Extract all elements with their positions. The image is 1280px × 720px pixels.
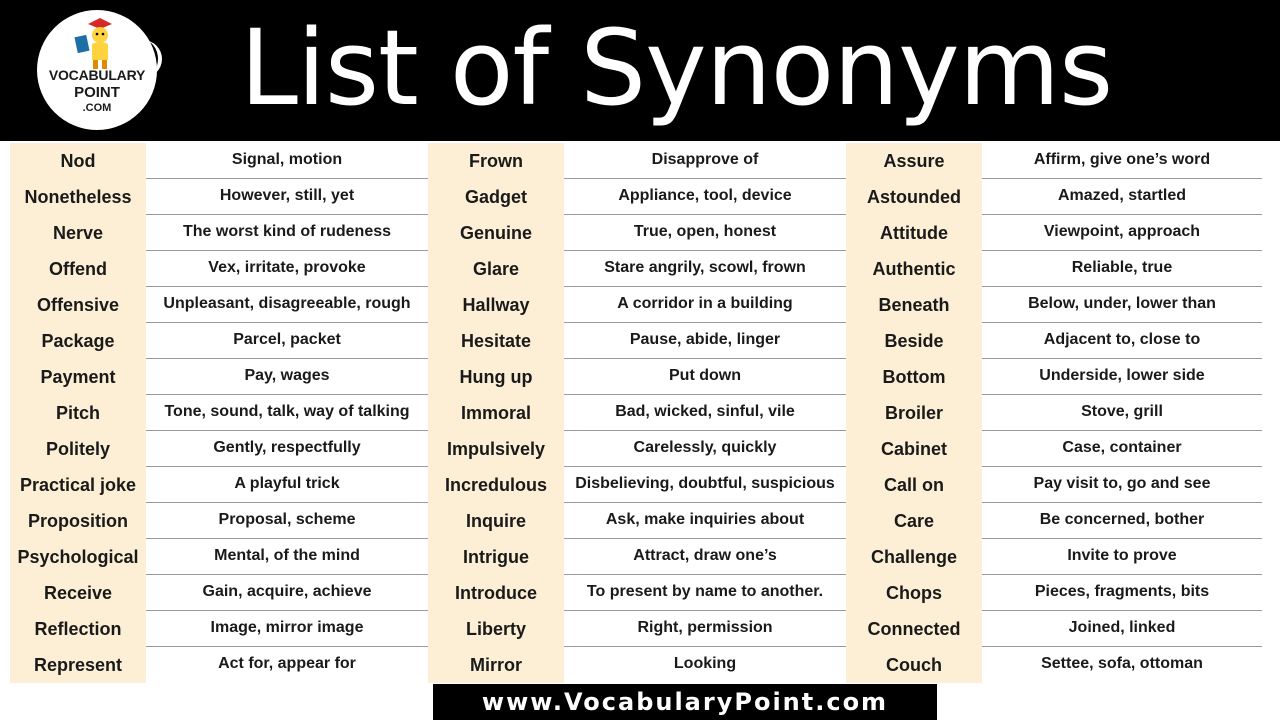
synonyms-cell: Pay, wages — [244, 367, 330, 384]
synonyms-cell: Adjacent to, close to — [1043, 331, 1201, 348]
word-cell: Astounded — [846, 179, 982, 215]
synonyms-cell: Reliable, true — [1071, 259, 1173, 276]
table-row — [10, 575, 428, 611]
synonyms-cell: Act for, appear for — [218, 655, 356, 672]
synonyms-cell: True, open, honest — [633, 223, 777, 240]
word-cell: Assure — [846, 143, 982, 179]
table-row — [428, 395, 846, 431]
table-row — [428, 287, 846, 323]
table-row — [846, 359, 1262, 395]
table-row — [10, 359, 428, 395]
synonyms-cell: Stare angrily, scowl, frown — [604, 259, 806, 276]
table-column-2 — [428, 143, 846, 683]
synonyms-cell: To present by name to another. — [586, 583, 824, 600]
page-title: List of Synonyms — [240, 7, 1113, 129]
synonyms-cell: Signal, motion — [231, 151, 343, 168]
site-logo[interactable] — [37, 10, 157, 130]
table-row — [428, 215, 846, 251]
word-cell: Receive — [10, 575, 146, 611]
table-row — [846, 323, 1262, 359]
synonyms-cell: Pause, abide, linger — [629, 331, 781, 348]
synonyms-table — [10, 143, 1262, 684]
word-cell: Gadget — [428, 179, 564, 215]
table-row — [846, 575, 1262, 611]
table-row — [10, 467, 428, 503]
synonyms-cell: Right, permission — [637, 619, 773, 636]
synonyms-cell: Bad, wicked, sinful, vile — [615, 403, 795, 420]
word-cell: Immoral — [428, 395, 564, 431]
table-row — [846, 143, 1262, 179]
synonyms-cell: Below, under, lower than — [1028, 295, 1216, 312]
synonyms-cell: Unpleasant, disagreeable, rough — [163, 295, 411, 312]
word-cell: Connected — [846, 611, 982, 647]
word-cell: Practical joke — [10, 467, 146, 503]
word-cell: Nonetheless — [10, 179, 146, 215]
synonyms-cell: Joined, linked — [1068, 619, 1176, 636]
table-row — [10, 215, 428, 251]
word-cell: Chops — [846, 575, 982, 611]
word-cell: Beneath — [846, 287, 982, 323]
word-cell: Authentic — [846, 251, 982, 287]
table-row — [10, 251, 428, 287]
student-book-mascot-icon — [74, 16, 120, 72]
word-cell: Hung up — [428, 359, 564, 395]
synonyms-cell: Underside, lower side — [1039, 367, 1205, 384]
synonyms-cell: Put down — [669, 367, 741, 384]
synonyms-cell: Case, container — [1062, 439, 1182, 456]
table-row — [428, 143, 846, 179]
logo-text-dotcom: .COM — [82, 102, 112, 114]
table-row — [846, 647, 1262, 683]
word-cell: Bottom — [846, 359, 982, 395]
synonyms-cell: A playful trick — [234, 475, 340, 492]
table-row — [428, 359, 846, 395]
synonyms-cell: Disapprove of — [651, 151, 759, 168]
synonyms-cell: Tone, sound, talk, way of talking — [164, 403, 410, 420]
word-cell: Offend — [10, 251, 146, 287]
table-row — [428, 503, 846, 539]
table-row — [428, 431, 846, 467]
word-cell: Package — [10, 323, 146, 359]
synonyms-cell: Attract, draw one’s — [633, 547, 777, 564]
table-row — [10, 611, 428, 647]
synonyms-cell: Gain, acquire, achieve — [202, 583, 372, 600]
table-row — [846, 179, 1262, 215]
table-row — [428, 323, 846, 359]
word-cell: Challenge — [846, 539, 982, 575]
word-cell: Introduce — [428, 575, 564, 611]
table-row — [428, 539, 846, 575]
word-cell: Politely — [10, 431, 146, 467]
word-cell: Mirror — [428, 647, 564, 683]
table-row — [10, 395, 428, 431]
logo-text-point: POINT — [74, 84, 120, 101]
table-row — [428, 575, 846, 611]
table-row — [846, 467, 1262, 503]
synonyms-cell: Gently, respectfully — [213, 439, 361, 456]
word-cell: Hesitate — [428, 323, 564, 359]
table-row — [428, 251, 846, 287]
word-cell: Psychological — [10, 539, 146, 575]
table-row — [10, 431, 428, 467]
synonyms-cell: Viewpoint, approach — [1043, 223, 1201, 240]
word-cell: Intrigue — [428, 539, 564, 575]
table-row — [428, 611, 846, 647]
table-row — [428, 179, 846, 215]
table-row — [10, 539, 428, 575]
word-cell: Glare — [428, 251, 564, 287]
table-row — [10, 503, 428, 539]
synonyms-cell: Ask, make inquiries about — [605, 511, 805, 528]
website-url-footer[interactable]: www.VocabularyPoint.com — [433, 684, 937, 720]
table-row — [846, 611, 1262, 647]
table-row — [846, 287, 1262, 323]
word-cell: Proposition — [10, 503, 146, 539]
synonyms-cell: Image, mirror image — [210, 619, 364, 636]
table-row — [846, 395, 1262, 431]
word-cell: Incredulous — [428, 467, 564, 503]
table-row — [10, 287, 428, 323]
synonyms-cell: However, still, yet — [219, 187, 355, 204]
synonyms-cell: Invite to prove — [1067, 547, 1177, 564]
synonyms-cell: Settee, sofa, ottoman — [1041, 655, 1203, 672]
logo-text-vocabulary: VOCABULARY — [48, 67, 146, 83]
word-cell: Hallway — [428, 287, 564, 323]
table-row — [10, 143, 428, 179]
synonyms-cell: Carelessly, quickly — [633, 439, 777, 456]
word-cell: Nod — [10, 143, 146, 179]
word-cell: Beside — [846, 323, 982, 359]
word-cell: Broiler — [846, 395, 982, 431]
word-cell: Inquire — [428, 503, 564, 539]
synonyms-cell: Proposal, scheme — [218, 511, 356, 528]
word-cell: Care — [846, 503, 982, 539]
synonyms-cell: Pieces, fragments, bits — [1034, 583, 1210, 600]
table-column-3 — [846, 143, 1262, 683]
word-cell: Reflection — [10, 611, 146, 647]
synonyms-cell: Disbelieving, doubtful, suspicious — [575, 475, 835, 492]
synonyms-cell: Mental, of the mind — [214, 547, 360, 564]
synonyms-cell: Amazed, startled — [1057, 187, 1187, 204]
synonyms-cell: Be concerned, bother — [1039, 511, 1205, 528]
table-row — [428, 647, 846, 683]
table-column-1 — [10, 143, 428, 683]
table-row — [10, 647, 428, 683]
logo-arc-decoration — [140, 40, 162, 78]
synonyms-cell: Pay visit to, go and see — [1033, 475, 1211, 492]
synonyms-cell: Affirm, give one’s word — [1033, 151, 1211, 168]
word-cell: Nerve — [10, 215, 146, 251]
table-row — [10, 323, 428, 359]
word-cell: Genuine — [428, 215, 564, 251]
table-row — [846, 539, 1262, 575]
synonyms-cell: Stove, grill — [1081, 403, 1163, 420]
synonyms-cell: The worst kind of rudeness — [182, 223, 392, 240]
word-cell: Liberty — [428, 611, 564, 647]
table-row — [846, 431, 1262, 467]
synonyms-cell: Parcel, packet — [233, 331, 341, 348]
synonyms-cell: Looking — [673, 655, 737, 672]
header-banner — [0, 0, 1280, 141]
word-cell: Couch — [846, 647, 982, 683]
synonyms-cell: Appliance, tool, device — [618, 187, 792, 204]
word-cell: Frown — [428, 143, 564, 179]
table-row — [846, 503, 1262, 539]
synonyms-cell: A corridor in a building — [617, 295, 793, 312]
word-cell: Cabinet — [846, 431, 982, 467]
word-cell: Pitch — [10, 395, 146, 431]
word-cell: Offensive — [10, 287, 146, 323]
table-row — [428, 467, 846, 503]
word-cell: Payment — [10, 359, 146, 395]
table-row — [846, 215, 1262, 251]
table-row — [846, 251, 1262, 287]
word-cell: Attitude — [846, 215, 982, 251]
word-cell: Represent — [10, 647, 146, 683]
word-cell: Call on — [846, 467, 982, 503]
table-row — [10, 179, 428, 215]
word-cell: Impulsively — [428, 431, 564, 467]
synonyms-cell: Vex, irritate, provoke — [208, 259, 366, 276]
